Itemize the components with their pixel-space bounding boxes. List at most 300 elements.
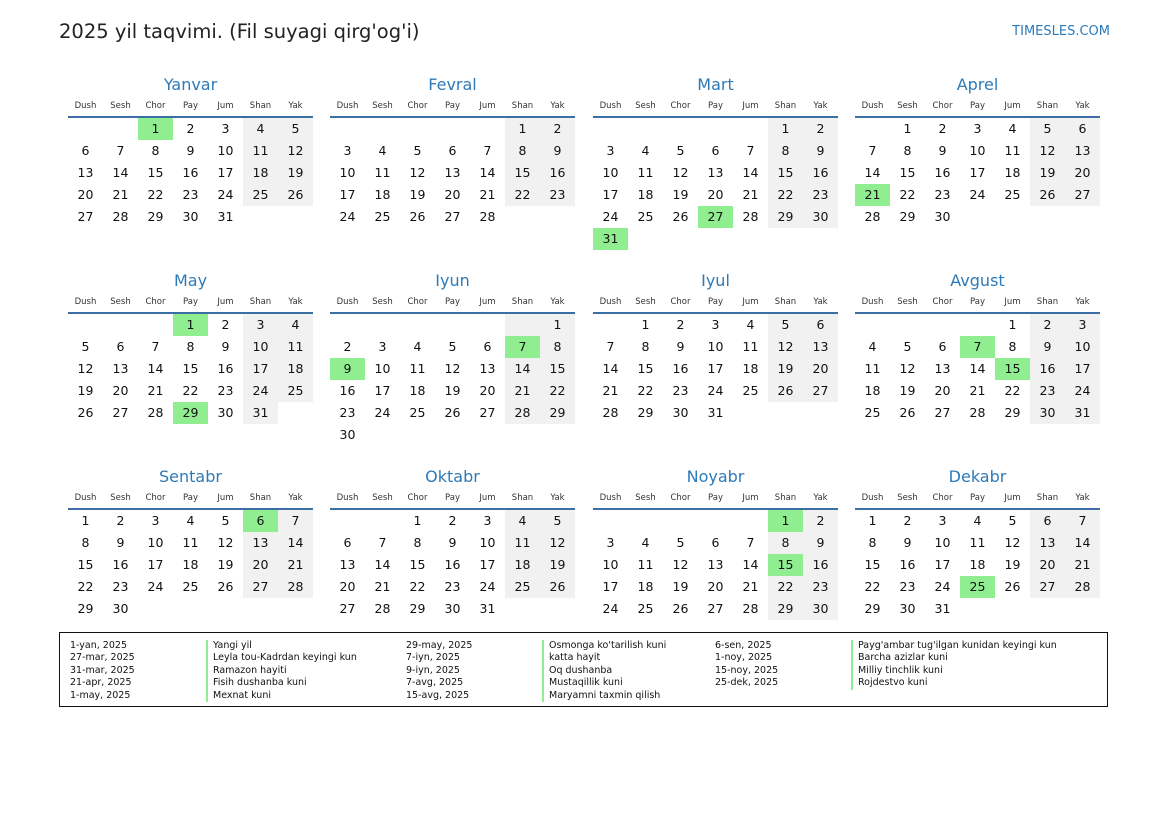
holiday-name: Leyla tou-Kadrdan keyingi kun xyxy=(206,652,357,664)
empty-cell xyxy=(68,118,103,140)
weekday-label: Yak xyxy=(550,297,565,307)
weekday-label: Shan xyxy=(511,101,534,111)
day-cell: 18 xyxy=(409,383,426,398)
weekday-label: Yak xyxy=(813,493,828,503)
weekday-label: Pay xyxy=(445,493,460,503)
page-title: 2025 yil taqvimi. (Fil suyagi qirg'og'i) xyxy=(59,20,420,43)
holiday-date: 1-may, 2025 xyxy=(70,689,131,701)
day-cell: 22 xyxy=(768,184,803,206)
day-cell: 25 xyxy=(243,184,278,206)
day-cell: 24 xyxy=(147,579,164,594)
weekday-label: Pay xyxy=(970,493,985,503)
weekday-label: Jum xyxy=(742,493,759,503)
day-cell: 27 xyxy=(112,405,129,420)
weekday-label: Dush xyxy=(599,297,622,307)
day-cell: 27 xyxy=(243,576,278,598)
day-cell: 16 xyxy=(934,165,951,180)
day-cell: 22 xyxy=(505,184,540,206)
day-cell: 5 xyxy=(81,339,90,354)
weekday-label: Yak xyxy=(288,297,303,307)
day-cell: 18 xyxy=(1004,165,1021,180)
day-cell: 13 xyxy=(803,336,838,358)
day-cell: 18 xyxy=(969,557,986,572)
weekday-header xyxy=(855,294,1100,314)
day-cell: 14 xyxy=(505,358,540,380)
day-cell: 17 xyxy=(479,557,496,572)
empty-cell xyxy=(960,314,995,336)
day-cell: 26 xyxy=(278,184,313,206)
legend-row xyxy=(70,640,357,652)
day-cell: 2 xyxy=(343,339,352,354)
month-days xyxy=(855,510,1100,620)
day-cell: 11 xyxy=(1004,143,1021,158)
day-cell: 12 xyxy=(409,165,426,180)
day-cell: 25 xyxy=(742,383,759,398)
holiday-date: 15-avg, 2025 xyxy=(406,689,470,701)
legend-row xyxy=(70,652,357,664)
day-cell: 21 xyxy=(112,187,129,202)
day-cell: 9 xyxy=(938,143,947,158)
day-cell: 2 xyxy=(938,121,947,136)
weekday-label: Jum xyxy=(479,101,496,111)
day-cell: 21 xyxy=(505,380,540,402)
day-cell: 1 xyxy=(641,317,650,332)
day-cell: 9 xyxy=(676,339,685,354)
day-cell: 6 xyxy=(483,339,492,354)
day-cell: 21 xyxy=(147,383,164,398)
legend-row xyxy=(406,652,666,664)
day-cell: 2 xyxy=(803,510,838,532)
weekday-label: Dush xyxy=(861,493,884,503)
day-cell: 1 xyxy=(413,513,422,528)
day-cell: 26 xyxy=(768,380,803,402)
weekday-label: Sesh xyxy=(110,101,131,111)
day-cell: 15 xyxy=(540,358,575,380)
day-cell: 12 xyxy=(278,140,313,162)
legend-row xyxy=(715,665,1057,677)
day-cell: 18 xyxy=(637,187,654,202)
day-cell: 3 xyxy=(606,535,615,550)
day-cell: 17 xyxy=(602,579,619,594)
weekday-header xyxy=(330,294,575,314)
day-cell: 26 xyxy=(540,576,575,598)
day-cell: 22 xyxy=(899,187,916,202)
weekday-label: Jum xyxy=(1004,493,1021,503)
weekday-label: Sesh xyxy=(635,493,656,503)
day-cell: 7 xyxy=(746,535,755,550)
month-aprel xyxy=(855,74,1100,228)
day-cell: 20 xyxy=(1030,554,1065,576)
day-cell: 9 xyxy=(221,339,230,354)
day-cell: 10 xyxy=(707,339,724,354)
day-cell: 15 xyxy=(864,557,881,572)
day-cell: 23 xyxy=(899,579,916,594)
day-cell: 23 xyxy=(112,579,129,594)
legend-row xyxy=(406,640,666,652)
day-cell: 23 xyxy=(934,187,951,202)
day-cell: 30 xyxy=(112,601,129,616)
day-cell: 2 xyxy=(903,513,912,528)
empty-cell xyxy=(628,118,663,140)
legend-column xyxy=(406,640,666,702)
day-cell: 19 xyxy=(672,579,689,594)
day-cell: 8 xyxy=(540,336,575,358)
day-cell: 2 xyxy=(803,118,838,140)
day-cell: 23 xyxy=(217,383,234,398)
weekday-header xyxy=(593,294,838,314)
weekday-label: Sesh xyxy=(372,493,393,503)
day-cell: 4 xyxy=(746,317,755,332)
holiday-day-cell: 21 xyxy=(855,184,890,206)
day-cell: 7 xyxy=(278,510,313,532)
weekday-label: Sesh xyxy=(110,297,131,307)
holiday-date: 1-noy, 2025 xyxy=(715,652,773,664)
day-cell: 16 xyxy=(182,165,199,180)
day-cell: 17 xyxy=(217,165,234,180)
day-cell: 14 xyxy=(278,532,313,554)
legend-row xyxy=(406,677,666,689)
empty-cell xyxy=(435,314,470,336)
day-cell: 10 xyxy=(374,361,391,376)
weekday-label: Pay xyxy=(708,493,723,503)
day-cell: 30 xyxy=(1030,402,1065,424)
day-cell: 17 xyxy=(707,361,724,376)
day-cell: 14 xyxy=(112,165,129,180)
empty-cell xyxy=(365,314,400,336)
site-link[interactable]: TIMESLES.COM xyxy=(1012,24,1110,39)
day-cell: 16 xyxy=(339,383,356,398)
legend-row xyxy=(406,665,666,677)
empty-cell xyxy=(330,314,365,336)
empty-cell xyxy=(103,118,138,140)
day-cell: 13 xyxy=(339,557,356,572)
day-cell: 17 xyxy=(374,383,391,398)
holiday-date: 7-iyn, 2025 xyxy=(406,652,460,664)
holiday-date: 29-may, 2025 xyxy=(406,640,473,651)
month-name: Oktabr xyxy=(425,467,480,486)
weekday-label: Chor xyxy=(670,493,691,503)
legend-column xyxy=(715,640,1057,690)
empty-cell xyxy=(890,314,925,336)
day-cell: 6 xyxy=(1030,510,1065,532)
day-cell: 5 xyxy=(448,339,457,354)
day-cell: 6 xyxy=(81,143,90,158)
month-name: Yanvar xyxy=(163,75,218,94)
day-cell: 3 xyxy=(343,143,352,158)
day-cell: 26 xyxy=(217,579,234,594)
day-cell: 7 xyxy=(116,143,125,158)
day-cell: 6 xyxy=(711,535,720,550)
day-cell: 15 xyxy=(899,165,916,180)
weekday-label: Jum xyxy=(217,101,234,111)
day-cell: 6 xyxy=(343,535,352,550)
day-cell: 28 xyxy=(1065,576,1100,598)
day-cell: 19 xyxy=(77,383,94,398)
day-cell: 15 xyxy=(182,361,199,376)
month-may xyxy=(68,270,313,424)
weekday-label: Pay xyxy=(445,297,460,307)
day-cell: 14 xyxy=(742,557,759,572)
day-cell: 30 xyxy=(934,209,951,224)
day-cell: 17 xyxy=(243,358,278,380)
empty-cell xyxy=(330,118,365,140)
weekday-label: Jum xyxy=(1004,297,1021,307)
weekday-label: Jum xyxy=(742,101,759,111)
day-cell: 25 xyxy=(1004,187,1021,202)
day-cell: 4 xyxy=(186,513,195,528)
empty-cell xyxy=(663,118,698,140)
month-yanvar xyxy=(68,74,313,228)
day-cell: 7 xyxy=(1065,510,1100,532)
day-cell: 3 xyxy=(151,513,160,528)
day-cell: 16 xyxy=(672,361,689,376)
weekday-label: Chor xyxy=(407,297,428,307)
holiday-name: Oq dushanba xyxy=(542,665,612,677)
day-cell: 26 xyxy=(1030,184,1065,206)
day-cell: 20 xyxy=(707,579,724,594)
weekday-label: Dush xyxy=(74,101,97,111)
day-cell: 11 xyxy=(243,140,278,162)
day-cell: 22 xyxy=(409,579,426,594)
month-name: Dekabr xyxy=(948,467,1007,486)
holiday-name: Yangi yil xyxy=(206,640,252,652)
empty-cell xyxy=(698,118,733,140)
day-cell: 23 xyxy=(540,184,575,206)
day-cell: 12 xyxy=(444,361,461,376)
holiday-name: katta hayit xyxy=(542,652,600,664)
month-days xyxy=(855,118,1100,228)
day-cell: 28 xyxy=(969,405,986,420)
day-cell: 10 xyxy=(217,143,234,158)
day-cell: 4 xyxy=(378,143,387,158)
day-cell: 29 xyxy=(409,601,426,616)
day-cell: 22 xyxy=(147,187,164,202)
day-cell: 11 xyxy=(505,532,540,554)
weekday-label: Sesh xyxy=(635,297,656,307)
weekday-label: Dush xyxy=(336,101,359,111)
day-cell: 29 xyxy=(768,206,803,228)
day-cell: 10 xyxy=(339,165,356,180)
day-cell: 29 xyxy=(77,601,94,616)
day-cell: 26 xyxy=(672,209,689,224)
weekday-label: Shan xyxy=(1036,101,1059,111)
day-cell: 1 xyxy=(540,314,575,336)
day-cell: 26 xyxy=(899,405,916,420)
day-cell: 21 xyxy=(742,579,759,594)
weekday-label: Chor xyxy=(932,493,953,503)
day-cell: 31 xyxy=(707,405,724,420)
weekday-label: Chor xyxy=(932,101,953,111)
empty-cell xyxy=(400,314,435,336)
holiday-date: 1-yan, 2025 xyxy=(70,640,127,651)
day-cell: 5 xyxy=(676,535,685,550)
day-cell: 7 xyxy=(746,143,755,158)
holiday-day-cell: 6 xyxy=(243,510,278,532)
day-cell: 13 xyxy=(444,165,461,180)
empty-cell xyxy=(365,118,400,140)
day-cell: 8 xyxy=(505,140,540,162)
day-cell: 28 xyxy=(505,402,540,424)
day-cell: 6 xyxy=(448,143,457,158)
day-cell: 9 xyxy=(1030,336,1065,358)
weekday-label: Yak xyxy=(813,101,828,111)
day-cell: 10 xyxy=(479,535,496,550)
weekday-label: Shan xyxy=(774,101,797,111)
day-cell: 30 xyxy=(182,209,199,224)
day-cell: 18 xyxy=(243,162,278,184)
empty-cell xyxy=(68,314,103,336)
day-cell: 18 xyxy=(505,554,540,576)
day-cell: 16 xyxy=(1030,358,1065,380)
day-cell: 11 xyxy=(742,339,759,354)
day-cell: 15 xyxy=(505,162,540,184)
day-cell: 19 xyxy=(540,554,575,576)
weekday-label: Pay xyxy=(183,297,198,307)
empty-cell xyxy=(593,510,628,532)
day-cell: 27 xyxy=(803,380,838,402)
day-cell: 11 xyxy=(637,165,654,180)
holiday-name: Fisih dushanba kuni xyxy=(206,677,307,689)
month-name: Noyabr xyxy=(686,467,745,486)
day-cell: 1 xyxy=(1008,317,1017,332)
day-cell: 28 xyxy=(374,601,391,616)
day-cell: 25 xyxy=(278,380,313,402)
day-cell: 20 xyxy=(339,579,356,594)
month-name: Aprel xyxy=(956,75,999,94)
day-cell: 28 xyxy=(742,601,759,616)
day-cell: 10 xyxy=(147,535,164,550)
day-cell: 12 xyxy=(217,535,234,550)
day-cell: 11 xyxy=(374,165,391,180)
day-cell: 12 xyxy=(768,336,803,358)
month-days xyxy=(330,510,575,620)
day-cell: 18 xyxy=(278,358,313,380)
day-cell: 13 xyxy=(934,361,951,376)
day-cell: 24 xyxy=(934,579,951,594)
day-cell: 30 xyxy=(899,601,916,616)
holiday-name: Mustaqillik kuni xyxy=(542,677,623,689)
day-cell: 13 xyxy=(1065,140,1100,162)
day-cell: 5 xyxy=(768,314,803,336)
day-cell: 1 xyxy=(868,513,877,528)
month-name: Mart xyxy=(697,75,734,94)
weekday-label: Dush xyxy=(336,297,359,307)
day-cell: 8 xyxy=(81,535,90,550)
day-cell: 5 xyxy=(1030,118,1065,140)
weekday-label: Jum xyxy=(1004,101,1021,111)
day-cell: 15 xyxy=(147,165,164,180)
day-cell: 19 xyxy=(217,557,234,572)
weekday-label: Shan xyxy=(511,297,534,307)
day-cell: 22 xyxy=(182,383,199,398)
day-cell: 17 xyxy=(339,187,356,202)
day-cell: 3 xyxy=(606,143,615,158)
weekday-header xyxy=(330,490,575,510)
empty-cell xyxy=(138,314,173,336)
day-cell: 27 xyxy=(444,209,461,224)
day-cell: 29 xyxy=(899,209,916,224)
day-cell: 16 xyxy=(899,557,916,572)
day-cell: 24 xyxy=(969,187,986,202)
holiday-name: Milliy tinchlik kuni xyxy=(851,665,943,677)
day-cell: 25 xyxy=(637,209,654,224)
day-cell: 19 xyxy=(899,383,916,398)
month-days xyxy=(68,314,313,424)
weekday-label: Pay xyxy=(445,101,460,111)
day-cell: 5 xyxy=(903,339,912,354)
day-cell: 5 xyxy=(676,143,685,158)
day-cell: 1 xyxy=(903,121,912,136)
day-cell: 2 xyxy=(676,317,685,332)
month-name: Sentabr xyxy=(159,467,222,486)
day-cell: 24 xyxy=(479,579,496,594)
day-cell: 14 xyxy=(147,361,164,376)
day-cell: 13 xyxy=(112,361,129,376)
weekday-label: Jum xyxy=(479,297,496,307)
day-cell: 11 xyxy=(969,535,986,550)
holiday-day-cell: 7 xyxy=(505,336,540,358)
day-cell: 4 xyxy=(243,118,278,140)
weekday-label: Pay xyxy=(708,297,723,307)
weekday-label: Chor xyxy=(407,493,428,503)
holiday-day-cell: 25 xyxy=(960,576,995,598)
day-cell: 24 xyxy=(602,209,619,224)
day-cell: 16 xyxy=(803,554,838,576)
day-cell: 20 xyxy=(707,187,724,202)
empty-cell xyxy=(505,314,540,336)
day-cell: 21 xyxy=(742,187,759,202)
weekday-label: Shan xyxy=(249,101,272,111)
month-iyul xyxy=(593,270,838,424)
day-cell: 24 xyxy=(374,405,391,420)
holiday-date: 6-sen, 2025 xyxy=(715,640,772,651)
holiday-day-cell: 9 xyxy=(330,358,365,380)
day-cell: 23 xyxy=(182,187,199,202)
day-cell: 18 xyxy=(864,383,881,398)
day-cell: 3 xyxy=(711,317,720,332)
empty-cell xyxy=(628,510,663,532)
day-cell: 23 xyxy=(1030,380,1065,402)
empty-cell xyxy=(855,118,890,140)
day-cell: 1 xyxy=(505,118,540,140)
day-cell: 8 xyxy=(903,143,912,158)
day-cell: 24 xyxy=(707,383,724,398)
holiday-name: Ramazon hayiti xyxy=(206,665,287,677)
day-cell: 8 xyxy=(768,140,803,162)
empty-cell xyxy=(925,314,960,336)
day-cell: 14 xyxy=(864,165,881,180)
holiday-day-cell: 1 xyxy=(173,314,208,336)
day-cell: 25 xyxy=(374,209,391,224)
day-cell: 16 xyxy=(112,557,129,572)
day-cell: 9 xyxy=(116,535,125,550)
month-noyabr xyxy=(593,466,838,620)
day-cell: 2 xyxy=(221,317,230,332)
day-cell: 10 xyxy=(934,535,951,550)
day-cell: 17 xyxy=(147,557,164,572)
weekday-header xyxy=(855,98,1100,118)
day-cell: 19 xyxy=(278,162,313,184)
holiday-name: Mexnat kuni xyxy=(206,690,271,702)
day-cell: 10 xyxy=(602,165,619,180)
day-cell: 31 xyxy=(934,601,951,616)
day-cell: 28 xyxy=(112,209,129,224)
legend-column xyxy=(70,640,357,702)
day-cell: 18 xyxy=(637,579,654,594)
day-cell: 12 xyxy=(899,361,916,376)
day-cell: 17 xyxy=(602,187,619,202)
month-fevral xyxy=(330,74,575,228)
